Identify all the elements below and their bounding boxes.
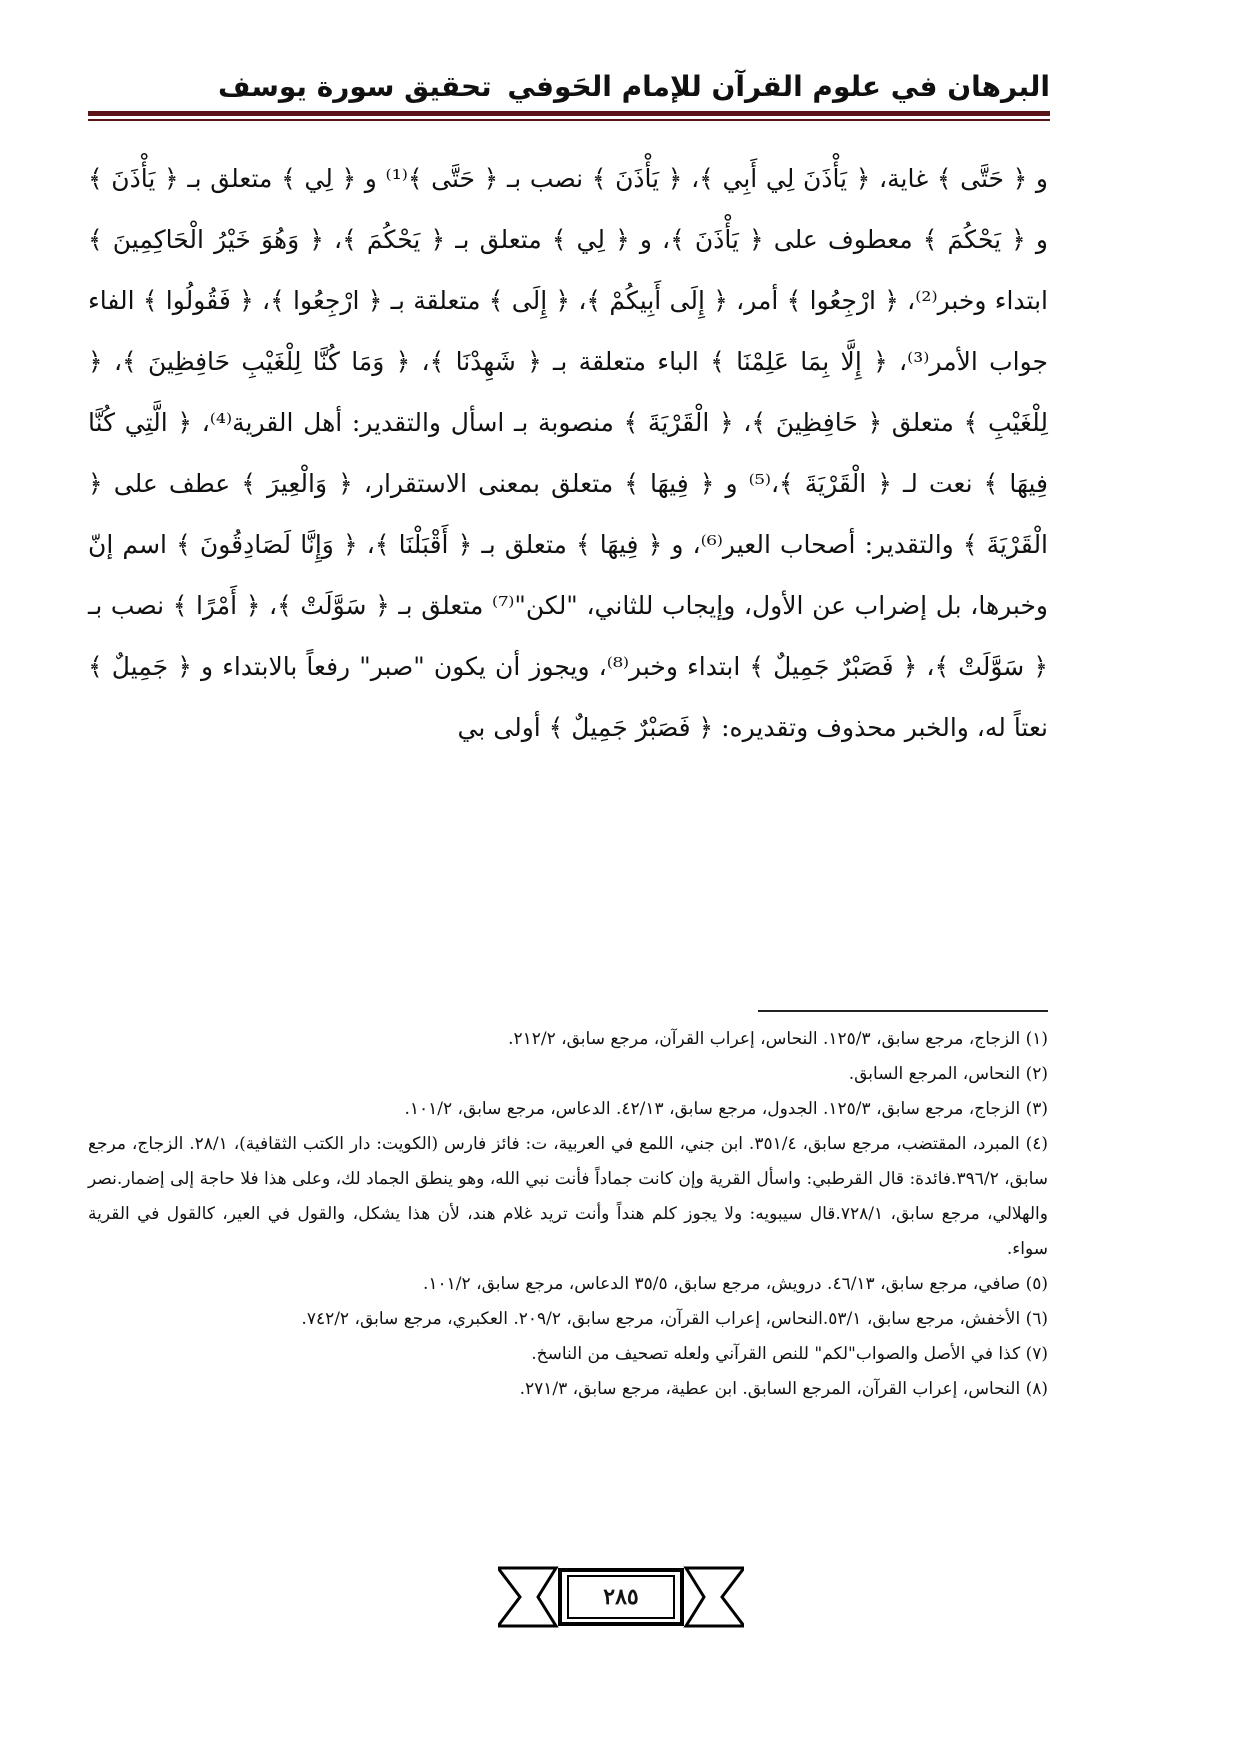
- header-rule-thick: [88, 111, 1050, 116]
- footnote-1: (١) الزجاج، مرجع سابق، ١٢٥/٣. النحاس، إعراب القرآن، مرجع سابق، ٢١٢/٢.: [508, 1029, 1048, 1049]
- footnote-2: (٢) النحاس، المرجع السابق.: [848, 1064, 1048, 1084]
- footnote-7: (٧) كذا في الأصل والصواب"لكم" للنص القرآني ولعله تصحيف من الناسخ.: [531, 1344, 1048, 1364]
- footnote-4: (٤) المبرد، المقتضب، مرجع سابق، ٣٥١/٤. ابن جني، اللمع في العربية، ت: فائز فارس (الكويت: دار الكتب الثقافية)، ٢٨/١. الزجاج، مرجع سابق، ٣٩٦/٢.فائدة: قال القرطبي: واسأل القرية وإن كانت جماداً فأنت نبي الله، وهو ينطق الجماد لك، وعلى هذا فلا حاجة إلى إضمار.نصر والهلالي، مرجع سابق، ٧٢٨/١.قال سيبويه: ولا يجوز كلم هنداً وأنت تريد غلام هند، لأن هذا يشكل، والقول في العير، كالقول في القرية سواء.: [88, 1134, 1049, 1259]
- page-number-ribbon: [498, 1564, 744, 1630]
- footnote-8: (٨) النحاس، إعراب القرآن، المرجع السابق. ابن عطية، مرجع سابق، ٢٧١/٣.: [519, 1379, 1048, 1399]
- body-paragraph: و ﴿ حَتَّى ﴾ غاية، ﴿ يَأْذَنَ لِي أَبِي ﴾، ﴿ يَأْذَنَ ﴾ نصب بـ ﴿ حَتَّى ﴾⁽¹⁾ و ﴿ لِي ﴾ متعلق بـ ﴿ يَأْذَنَ ﴾ و ﴿ يَحْكُمَ ﴾ معطوف على ﴿ يَأْذَنَ ﴾، و ﴿ لِي ﴾ متعلق بـ ﴿ يَحْكُمَ ﴾، ﴿ وَهُوَ خَيْرُ الْحَاكِمِينَ ﴾ ابتداء وخبر⁽²⁾، ﴿ ارْجِعُوا ﴾ أمر، ﴿ إِلَى أَبِيكُمْ ﴾، ﴿ إِلَى ﴾ متعلقة بـ ﴿ ارْجِعُوا ﴾، ﴿ فَقُولُوا ﴾ الفاء جواب الأمر⁽³⁾، ﴿ إِلَّا بِمَا عَلِمْنَا ﴾ الباء متعلقة بـ ﴿ شَهِدْنَا ﴾، ﴿ وَمَا كُنَّا لِلْغَيْبِ حَافِظِينَ ﴾، ﴿ لِلْغَيْبِ ﴾ متعلق ﴿ حَافِظِينَ ﴾، ﴿ الْقَرْيَةَ ﴾ منصوبة بـ اسأل والتقدير: أهل القرية⁽⁴⁾، ﴿ الَّتِي كُنَّا فِيهَا ﴾ نعت لـ ﴿ الْقَرْيَةَ ﴾،⁽⁵⁾ و ﴿ فِيهَا ﴾ متعلق بمعنى الاستقرار، ﴿ وَالْعِيرَ ﴾ عطف على ﴿ الْقَرْيَةَ ﴾ والتقدير: أصحاب العير⁽⁶⁾، و ﴿ فِيهَا ﴾ متعلق بـ ﴿ أَقْبَلْنَا ﴾، ﴿ وَإِنَّا لَصَادِقُونَ ﴾ اسم إنّ وخبرها، بل إضراب عن الأول، وإيجاب للثاني، "لكن"⁽⁷⁾ متعلق بـ ﴿ سَوَّلَتْ ﴾، ﴿ أَمْرًا ﴾ نصب بـ ﴿ سَوَّلَتْ ﴾، ﴿ فَصَبْرٌ جَمِيلٌ ﴾ ابتداء وخبر⁽⁸⁾، ويجوز أن يكون "صبر" رفعاً بالابتداء و ﴿ جَمِيلٌ ﴾ نعتاً له، والخبر محذوف وتقديره: ﴿ فَصَبْرٌ جَمِيلٌ ﴾ أولى بي: [88, 164, 1049, 742]
- book-title: البرهان في علوم القرآن للإمام الحَوفي: [507, 70, 1050, 103]
- footnote-separator: [758, 1010, 1048, 1012]
- chapter-title: تحقيق سورة يوسف: [218, 70, 492, 103]
- footnote-3: (٣) الزجاج، مرجع سابق، ١٢٥/٣. الجدول، مرجع سابق، ٤٢/١٣. الدعاس، مرجع سابق، ١٠١/٢.: [404, 1099, 1048, 1119]
- page-number: ٢٨٥: [603, 1584, 639, 1610]
- header-rule-thin: [88, 119, 1050, 121]
- footnote-6: (٦) الأخفش، مرجع سابق، ٥٣/١.النحاس، إعراب القرآن، مرجع سابق، ٢٠٩/٢. العكبري، مرجع سابق، ٧٤٢/٢.: [301, 1309, 1048, 1329]
- footnote-5: (٥) صافي، مرجع سابق، ٤٦/١٣. درويش، مرجع سابق، ٣٥/٥ الدعاس، مرجع سابق، ١٠١/٢.: [423, 1274, 1048, 1294]
- body-text: [88, 148, 1048, 758]
- footnotes: [88, 1022, 1048, 1407]
